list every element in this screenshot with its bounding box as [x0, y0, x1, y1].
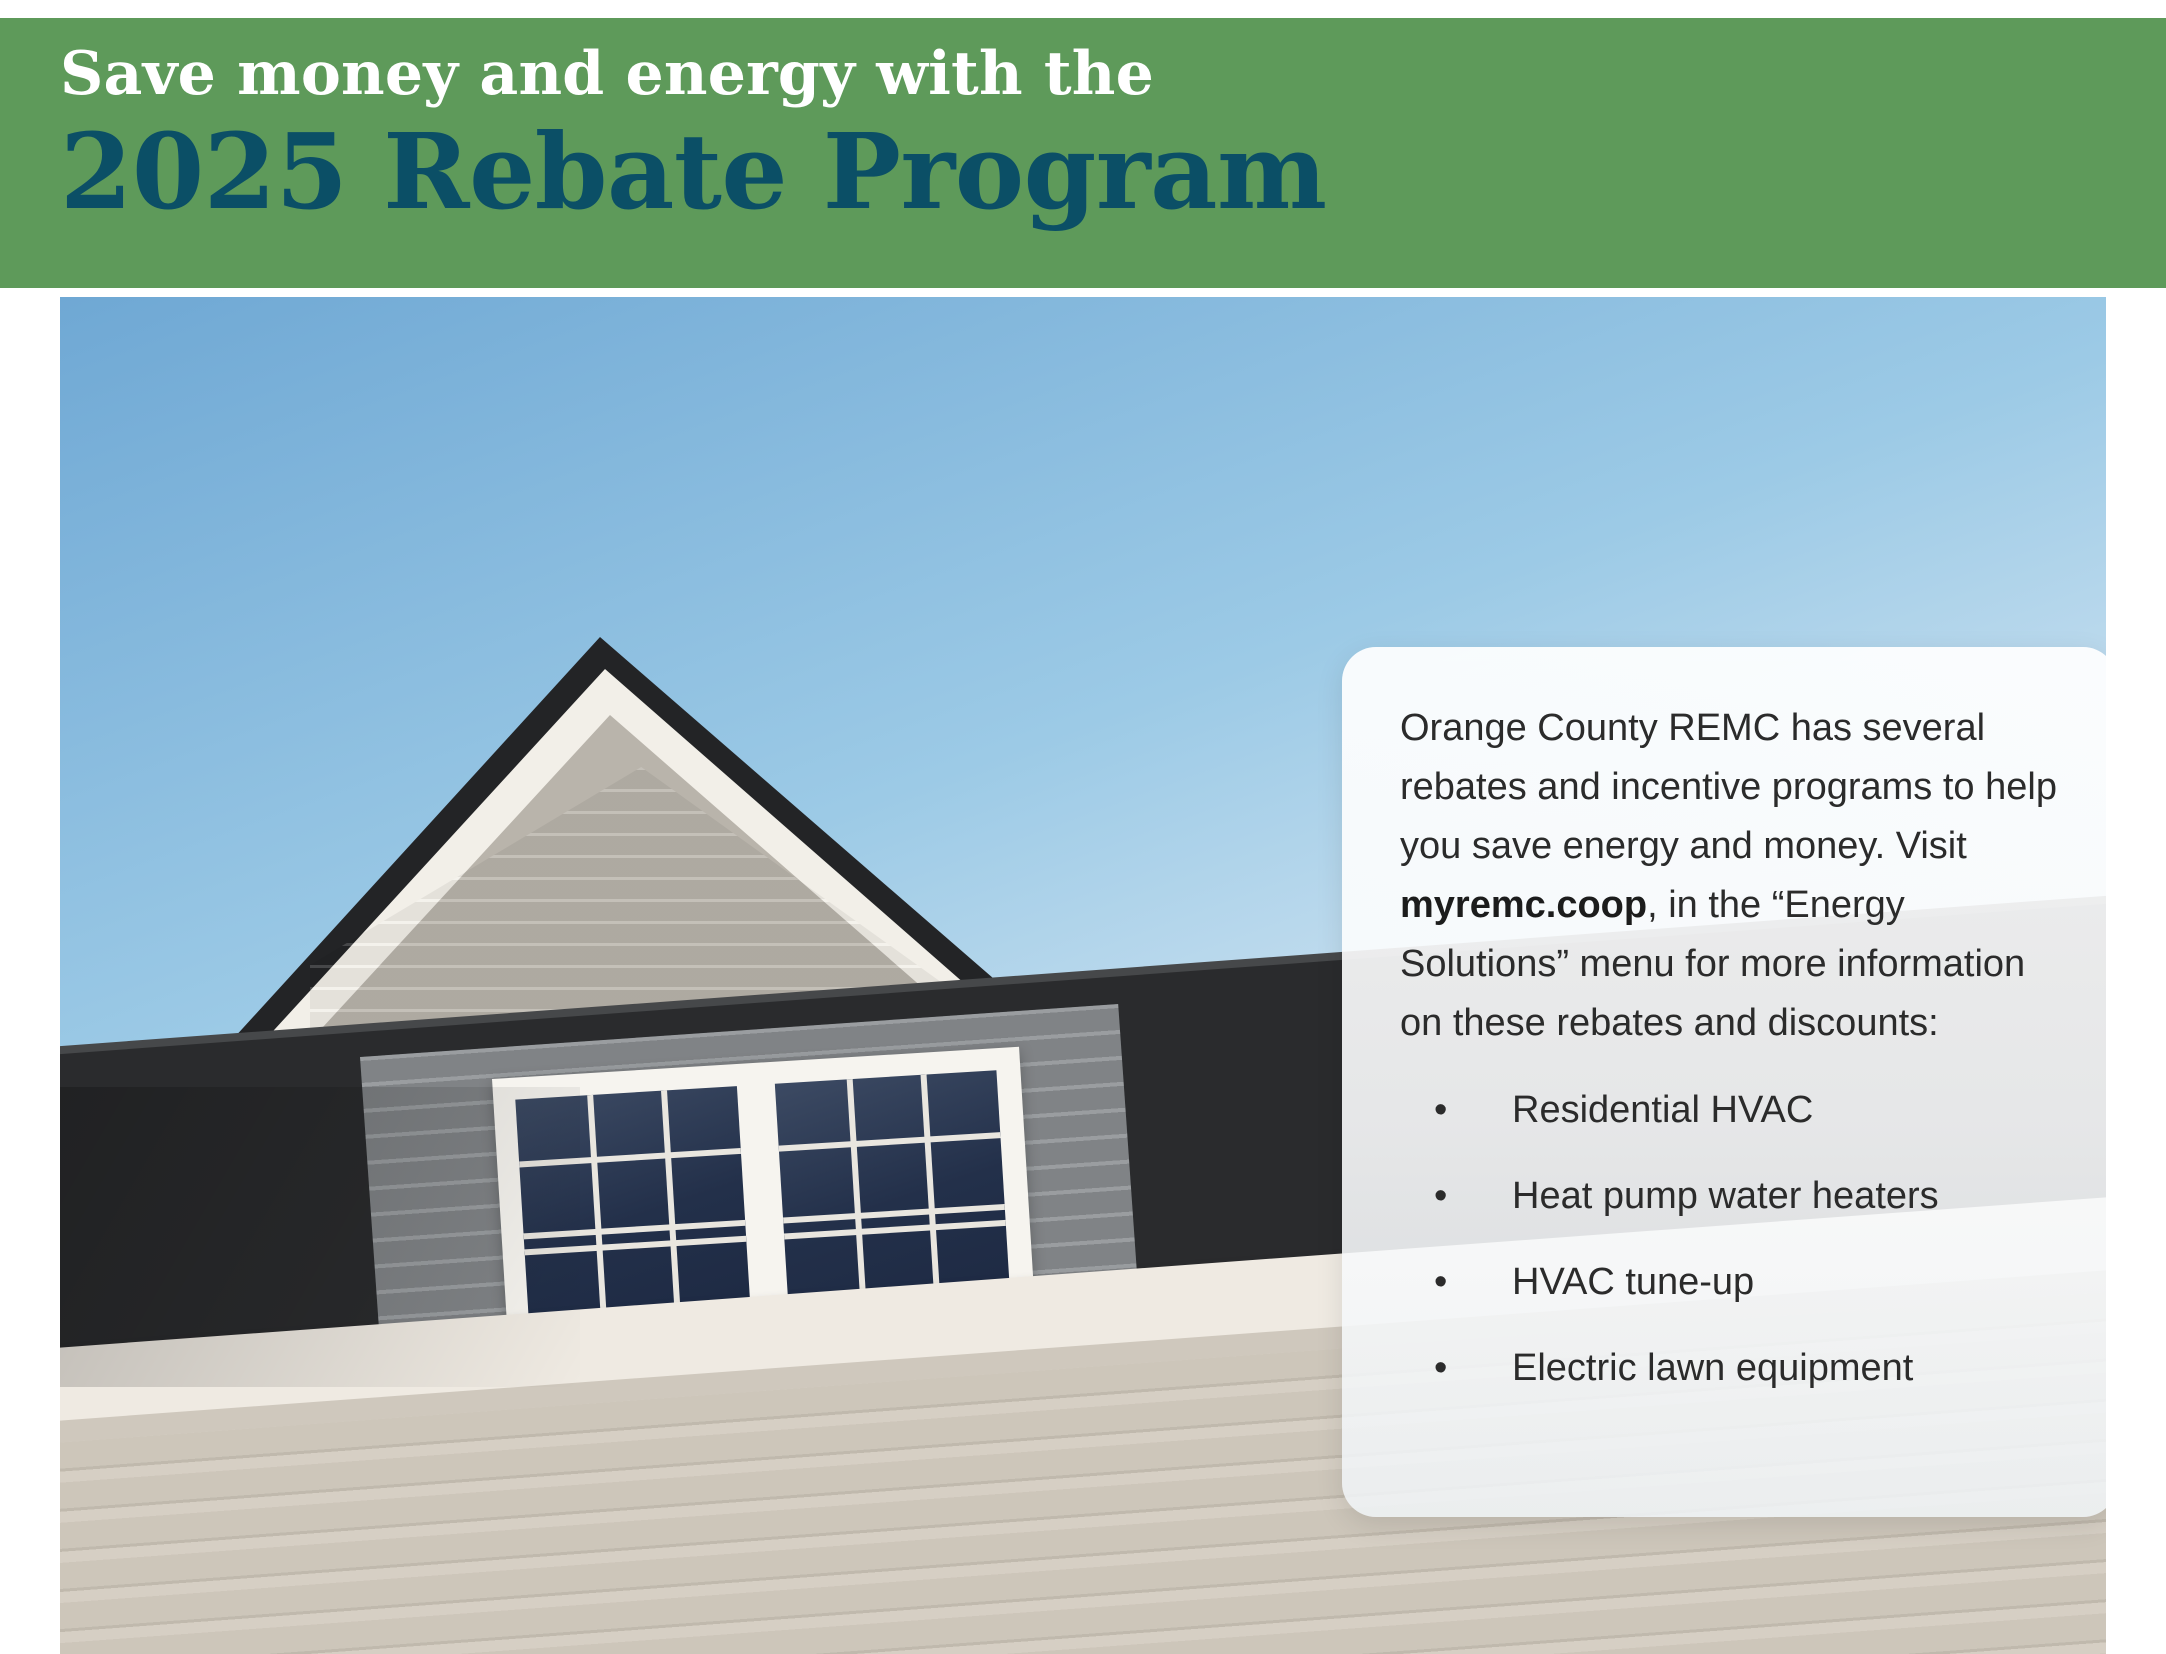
list-item [1434, 1087, 2059, 1133]
list-item-label: Heat pump water heaters [1512, 1175, 1939, 1217]
page-top-margin [0, 0, 2166, 18]
hero-photo [60, 297, 2106, 1654]
page-right-margin [2106, 288, 2166, 1654]
bullet-icon: • [1434, 1089, 1448, 1131]
rebate-description-part1: Orange County REMC has several rebates and incentive programs to help you save energy and money. Visit [1400, 707, 2057, 867]
header-subtitle: Save money and energy with the [60, 39, 1154, 109]
rebate-description [1400, 699, 2059, 1053]
rebate-description-part2: , in the “Energy Solutions” menu for more information on these rebates and discounts: [1400, 884, 2026, 1044]
bullet-icon: • [1434, 1347, 1448, 1389]
myremc-link[interactable]: myremc.coop [1400, 884, 1648, 926]
page-left-margin [0, 288, 60, 1654]
list-item-label: Electric lawn equipment [1512, 1347, 1914, 1389]
list-item-label: Residential HVAC [1512, 1089, 1814, 1131]
list-item [1434, 1259, 2059, 1305]
header-text-block [60, 38, 1960, 232]
list-item-label: HVAC tune-up [1512, 1261, 1755, 1303]
rebate-list [1400, 1087, 2059, 1391]
rebate-info-card [1342, 647, 2106, 1517]
roof-shadow [60, 1087, 580, 1387]
header-banner [0, 18, 2166, 288]
bullet-icon: • [1434, 1175, 1448, 1217]
list-item [1434, 1345, 2059, 1391]
page-title: 2025 Rebate Program [60, 110, 1327, 233]
list-item [1434, 1173, 2059, 1219]
bullet-icon: • [1434, 1261, 1448, 1303]
